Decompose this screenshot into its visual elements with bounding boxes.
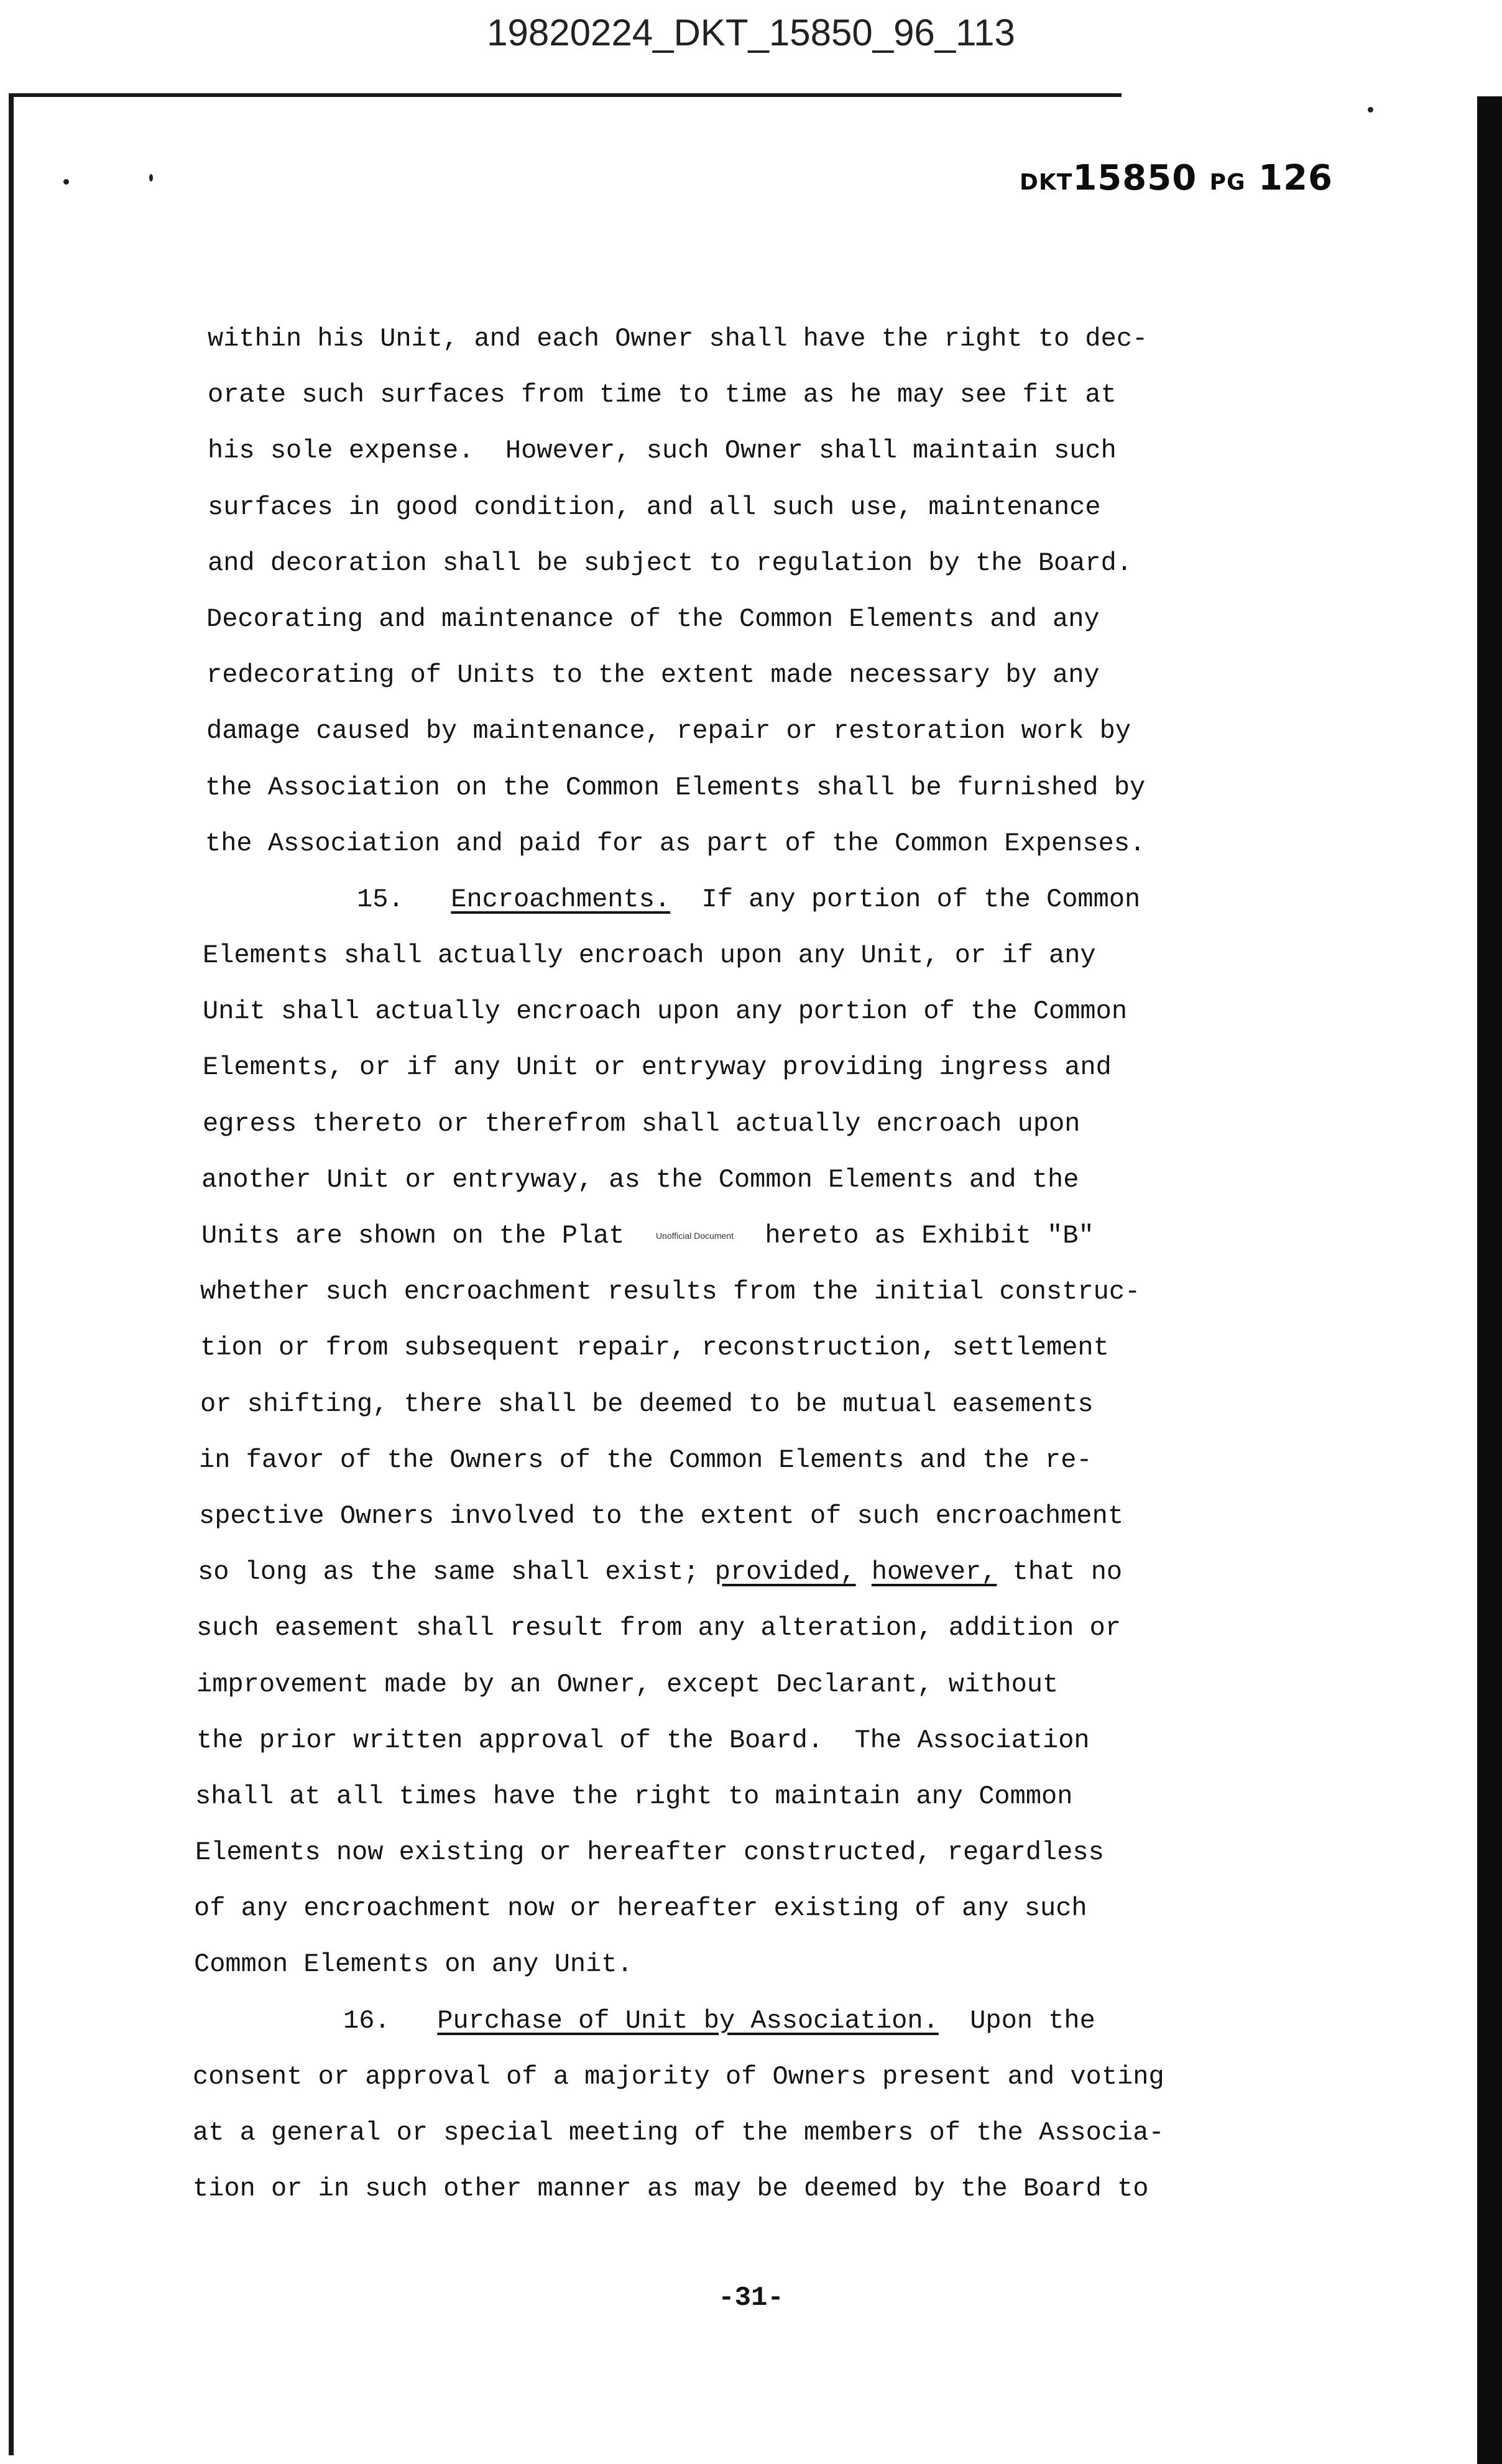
text-line: tion or in such other manner as may be deemed by the Board to	[193, 2174, 1149, 2204]
text-run: Upon the	[970, 2005, 1095, 2036]
paragraph-16-purchase-of-unit	[187, 1993, 1268, 2217]
scan-right-border	[1477, 96, 1502, 2464]
text-line: spective Owners involved to the extent of such encroachment	[199, 1501, 1124, 1531]
text-run: that no	[1012, 1557, 1123, 1588]
text-line: Elements, or if any Unit or entryway providing ingress and	[203, 1052, 1112, 1083]
text-line: Unit shall actually encroach upon any portion of the Common	[203, 996, 1128, 1027]
text-line: Elements now existing or hereafter constructed, regardless	[195, 1837, 1104, 1868]
text-line: Common Elements on any Unit.	[194, 1949, 633, 1980]
text-line: the prior written approval of the Board. The Association	[196, 1725, 1090, 1755]
section-number: 15.	[357, 884, 404, 914]
section-number: 16.	[343, 2005, 390, 2036]
book-page-stamp	[1020, 158, 1333, 198]
text-line: or shifting, there shall be deemed to be mutual easements	[200, 1389, 1094, 1419]
book-prefix: DKT	[1020, 170, 1073, 195]
page-footer-number: -31-	[718, 2282, 784, 2314]
scan-speck	[63, 179, 69, 185]
underlined-provided: provided,	[714, 1557, 856, 1588]
scan-speck	[1368, 107, 1373, 113]
paragraph-14-continuation	[187, 311, 1268, 871]
paragraph-15-encroachments	[187, 871, 1268, 1993]
scan-left-border	[9, 93, 14, 2455]
text-line: Decorating and maintenance of the Common Elements and any	[206, 604, 1100, 634]
text-line: such easement shall result from any alteration, addition or	[196, 1613, 1122, 1643]
text-line	[198, 1544, 1268, 1600]
document-body	[187, 311, 1268, 2217]
text-line: in favor of the Owners of the Common Elements and the re-	[199, 1445, 1092, 1475]
section-heading: Purchase of Unit by Association.	[437, 2005, 939, 2036]
text-run: hereto as Exhibit "B"	[765, 1221, 1094, 1251]
text-line: the Association on the Common Elements shall be furnished by	[205, 772, 1146, 802]
text-line: his sole expense. However, such Owner shall maintain such	[208, 436, 1117, 466]
text-line: egress thereto or therefrom shall actually encroach upon	[203, 1108, 1080, 1139]
section-heading: Encroachments.	[451, 884, 671, 914]
unofficial-document-watermark: Unofficial Document	[655, 1231, 734, 1241]
text-line: improvement made by an Owner, except Declarant, without	[196, 1669, 1059, 1699]
text-line: of any encroachment now or hereafter existing of any such	[194, 1893, 1087, 1924]
text-line	[343, 1993, 1268, 2049]
text-line: at a general or special meeting of the members of the Associa-	[193, 2118, 1164, 2148]
text-line: surfaces in good condition, and all such use, maintenance	[208, 492, 1101, 522]
text-run: Units are shown on the Plat	[201, 1221, 625, 1251]
text-line: redecorating of Units to the extent made necessary by any	[206, 660, 1100, 691]
text-line: within his Unit, and each Owner shall have the right to dec-	[208, 324, 1148, 354]
page-prefix: PG	[1209, 170, 1246, 195]
scan-speck	[149, 174, 153, 182]
text-line: tion or from subsequent repair, reconstruction, settlement	[200, 1333, 1109, 1363]
text-run: so long as the same shall exist;	[198, 1557, 699, 1588]
page-number-stamp: 126	[1258, 158, 1334, 198]
scan-top-border	[9, 93, 1122, 97]
text-line: another Unit or entryway, as the Common Elements and the	[201, 1164, 1079, 1195]
book-number: 15850	[1072, 158, 1197, 198]
text-line: consent or approval of a majority of Owners present and voting	[193, 2061, 1164, 2092]
underlined-however: however,	[871, 1557, 997, 1588]
text-line: orate such surfaces from time to time as he may see fit at	[208, 380, 1117, 410]
text-line: and decoration shall be subject to regulation by the Board.	[208, 548, 1133, 578]
text-line	[357, 871, 1268, 927]
text-line	[201, 1208, 1268, 1264]
text-line: damage caused by maintenance, repair or restoration work by	[206, 716, 1131, 747]
text-line: whether such encroachment results from the initial construc-	[200, 1277, 1141, 1307]
text-run: If any portion of the Common	[701, 884, 1141, 914]
text-line: Elements shall actually encroach upon any Unit, or if any	[203, 940, 1096, 971]
text-line: shall at all times have the right to maintain any Common	[195, 1781, 1073, 1811]
text-line: the Association and paid for as part of the Common Expenses.	[205, 828, 1146, 858]
document-id-header: 19820224_DKT_15850_96_113	[487, 12, 1015, 53]
